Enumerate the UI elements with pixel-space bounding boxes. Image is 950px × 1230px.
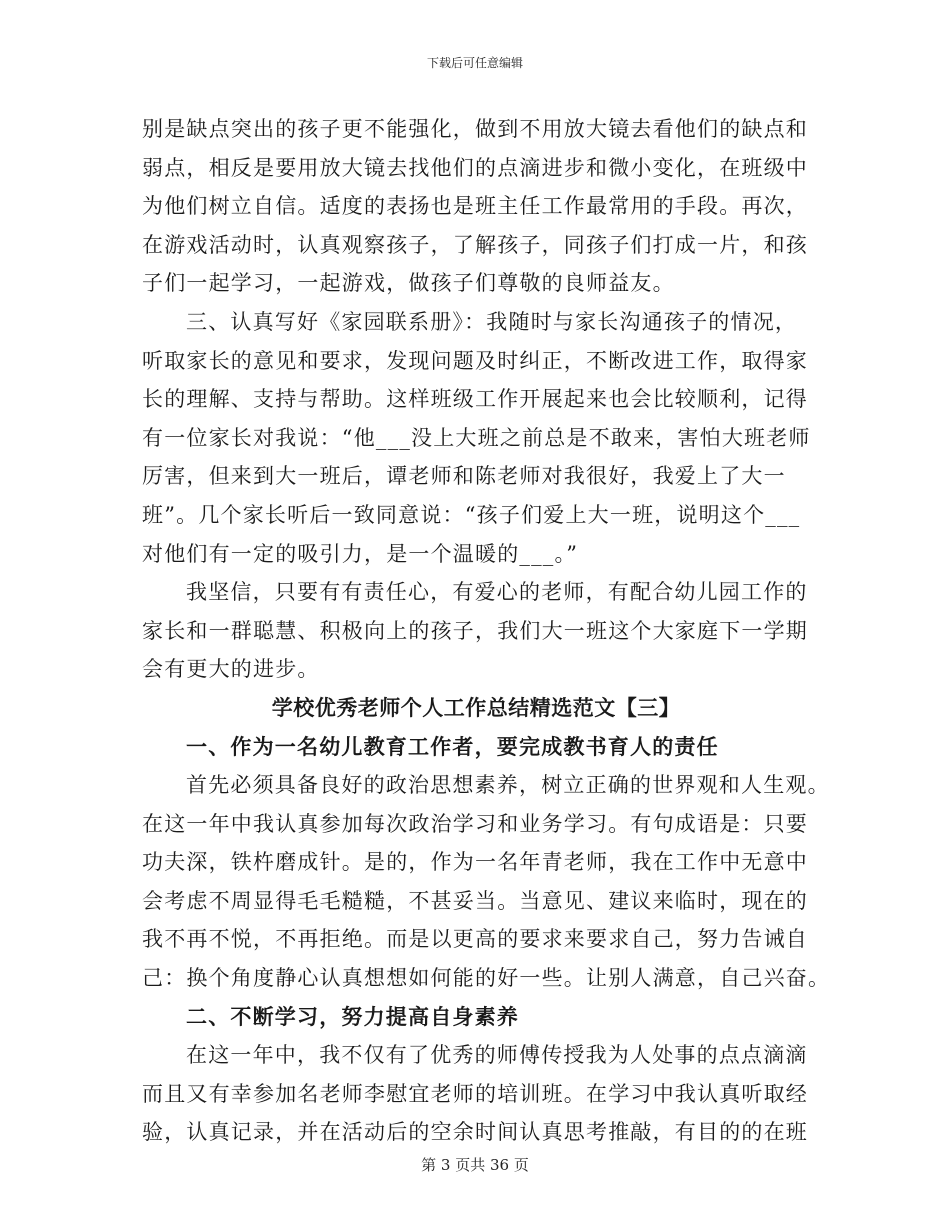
body-line: 功夫深，铁杵磨成针。是的，作为一名年青老师，我在工作中无意中	[142, 850, 808, 875]
section-heading: 一、作为一名幼儿教育工作者，要完成教书育人的责任	[186, 733, 719, 759]
section-title: 学校优秀老师个人工作总结精选范文【三】	[271, 694, 681, 720]
body-line: 会考虑不周显得毛毛糙糙，不甚妥当。当意见、建议来临时，现在的	[142, 888, 808, 913]
body-line: 长的理解、支持与帮助。这样班级工作开展起来也会比较顺利，记得	[142, 387, 808, 412]
body-line: 别是缺点突出的孩子更不能强化，做到不用放大镜去看他们的缺点和	[142, 117, 808, 141]
paragraph-start: 在这一年中，我不仅有了优秀的师傅传授我为人处事的点点滴滴	[186, 1043, 808, 1068]
paragraph-start: 我坚信，只要有有责任心，有爱心的老师，有配合幼儿园工作的	[186, 580, 808, 605]
body-line: 对他们有一定的吸引力，是一个温暖的___。”	[142, 541, 579, 566]
body-line: 家长和一群聪慧、积极向上的孩子，我们大一班这个大家庭下一学期	[142, 618, 808, 643]
header-note: 下载后可任意编辑	[426, 56, 523, 70]
body-line: 而且又有幸参加名老师李慰宜老师的培训班。在学习中我认真听取经	[142, 1081, 808, 1106]
body-line: 为他们树立自信。适度的表扬也是班主任工作最常用的手段。再次，	[142, 194, 808, 219]
body-line: 会有更大的进步。	[142, 657, 320, 682]
body-line: 弱点，相反是要用放大镜去找他们的点滴进步和微小变化，在班级中	[142, 155, 808, 180]
section-heading: 二、不断学习，努力提高自身素养	[186, 1003, 519, 1029]
document-body	[142, 110, 831, 1152]
body-line: 听取家长的意见和要求，发现问题及时纠正，不断改进工作，取得家	[142, 348, 808, 373]
paragraph-start: 首先必须具备良好的政治思想素养，树立正确的世界观和人生观。	[186, 773, 830, 798]
body-line: 己：换个角度静心认真想想如何能的好一些。让别人满意，自己兴奋。	[142, 966, 831, 991]
body-line: 在游戏活动时，认真观察孩子，了解孩子，同孩子们打成一片，和孩	[142, 232, 808, 257]
body-line: 我不再不悦，不再拒绝。而是以更高的要求来要求自己，努力告诫自	[142, 927, 808, 952]
paragraph-start: 三、认真写好《家园联系册》：我随时与家长沟通孩子的情况，	[186, 309, 798, 334]
body-line: 厉害，但来到大一班后，谭老师和陈老师对我很好，我爱上了大一	[142, 464, 786, 489]
page-footer: 第 3 页共 36 页	[421, 1156, 529, 1174]
body-line: 在这一年中我认真参加每次政治学习和业务学习。有句成语是：只要	[142, 811, 808, 836]
body-line: 验，认真记录，并在活动后的空余时间认真思考推敲，有目的的在班	[142, 1120, 808, 1145]
body-line: 有一位家长对我说：“他___没上大班之前总是不敢来，害怕大班老师	[142, 425, 811, 450]
body-line: 子们一起学习，一起游戏，做孩子们尊敬的良师益友。	[142, 271, 675, 296]
body-line: 班”。几个家长听后一致同意说：“孩子们爱上大一班，说明这个___	[142, 502, 801, 527]
